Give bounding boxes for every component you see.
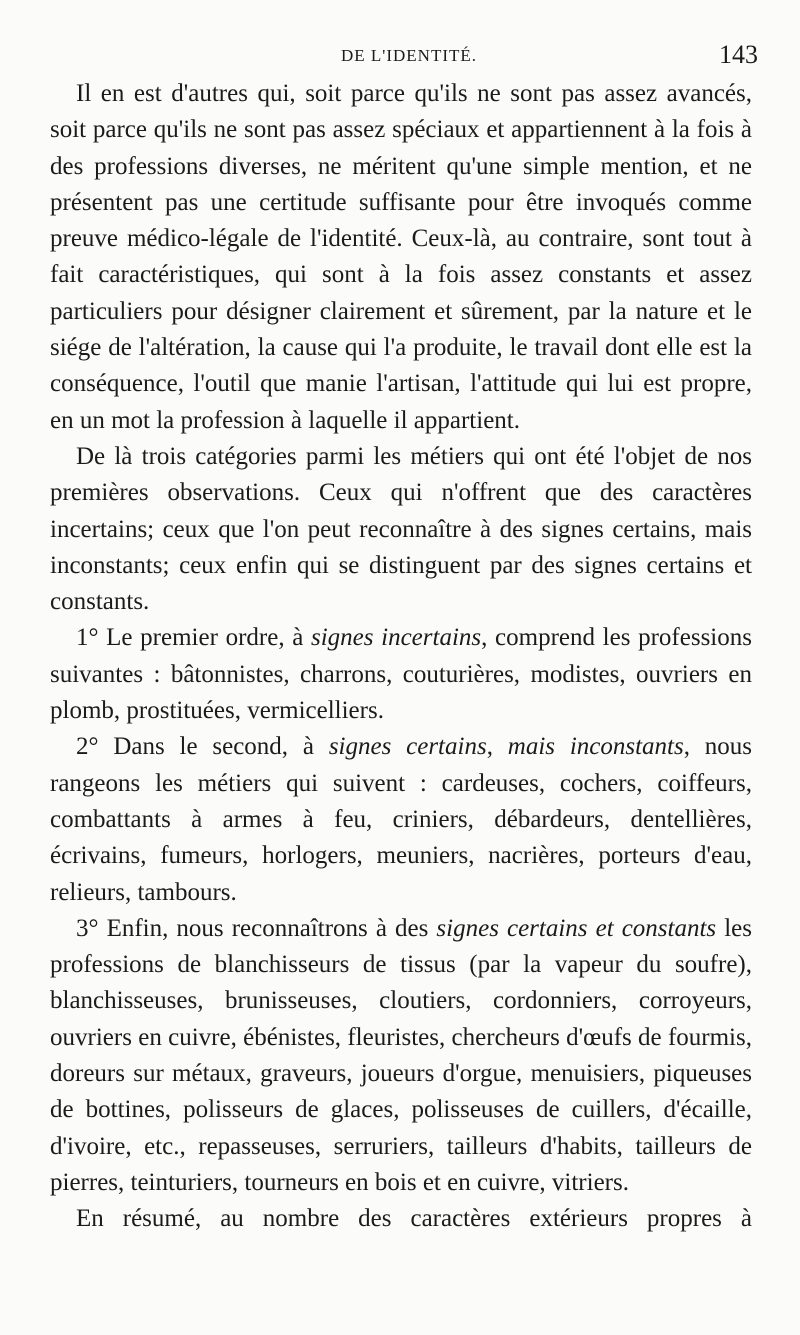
paragraph-4 (50, 729, 752, 910)
paragraph-5-italic: signes certains et constants (436, 914, 717, 942)
running-head: DE L'IDENTITÉ. (340, 46, 478, 65)
paragraph-3-italic: signes incertains (310, 624, 482, 652)
paragraph-3 (50, 620, 752, 729)
page-number: 143 (719, 40, 758, 69)
paragraph-4-italic-2: mais inconstants (507, 733, 684, 761)
paragraph-1: Il en est d'autres qui, soit parce qu'ils ne sont pas assez avancés, soit parce qu'ils ne sont pas assez spéciaux et appartiennent à la fois à des professions diverses, ne méritent qu'une simple mention, et ne présentent pas une certitude suffisante pour être invoqués comme preuve médico-légale de l'identité. Ceux-là, au contraire, sont tout à fait caractéristiques, qui sont à la fois assez constants et assez particuliers pour désigner clairement et sûrement, par la nature et le siége de l'altération, la cause qui l'a produite, le travail dont elle est la conséquence, l'outil que manie l'artisan, l'attitude qui lui est propre, en un mot la profession à laquelle il appartient. (50, 80, 752, 434)
paragraph-4-italic-1: signes certains (328, 733, 487, 761)
page-header (60, 40, 758, 74)
paragraph-4-lead: 2° Dans le second, à (76, 733, 329, 761)
paragraph-3-lead: 1° Le premier ordre, à (76, 624, 311, 652)
paragraph-5 (50, 911, 752, 1201)
paragraph-5-rest: les professions de blanchisseurs de tissus (par la vapeur du soufre), blanchisseuses, brunisseuses, cloutiers, cordonniers, corroyeurs, ouvriers en cuivre, ébénistes, fleuristes, chercheurs d'œufs de fourmis, doreurs sur métaux, graveurs, joueurs d'orgue, menuisiers, piqueuses de bottines, polisseurs de glaces, polisseuses de cuillers, d'écaille, d'ivoire, etc., repasseuses, serruriers, tailleurs d'habits, tailleurs de pierres, teinturiers, tourneurs en bois et en cuivre, vitriers. (50, 914, 753, 1196)
paragraph-2: De là trois catégories parmi les métiers qui ont été l'objet de nos premières observations. Ceux qui n'offrent que des caractères incertains; ceux que l'on peut reconnaître à des signes certains, mais inconstants; ceux enfin qui se distinguent par des signes certains et constants. (50, 442, 752, 616)
paragraph-5-lead: 3° Enfin, nous reconnaîtrons à des (76, 914, 437, 942)
paragraph-6: En résumé, au nombre des caractères extérieurs propres à (76, 1205, 752, 1233)
paragraph-3-rest: , comprend les professions suivantes : bâtonnistes, charrons, couturières, modistes, ouvriers en plomb, prostituées, vermicelliers. (50, 624, 752, 725)
paragraph-4-mid: , (486, 733, 508, 761)
body-text (50, 76, 752, 1238)
paragraph-4-rest: , nous rangeons les métiers qui suivent : cardeuses, cochers, coiffeurs, combattants à armes à feu, criniers, débardeurs, dentellières, écrivains, fumeurs, horlogers, meuniers, nacrières, porteurs d'eau, relieurs, tambours. (50, 733, 753, 906)
